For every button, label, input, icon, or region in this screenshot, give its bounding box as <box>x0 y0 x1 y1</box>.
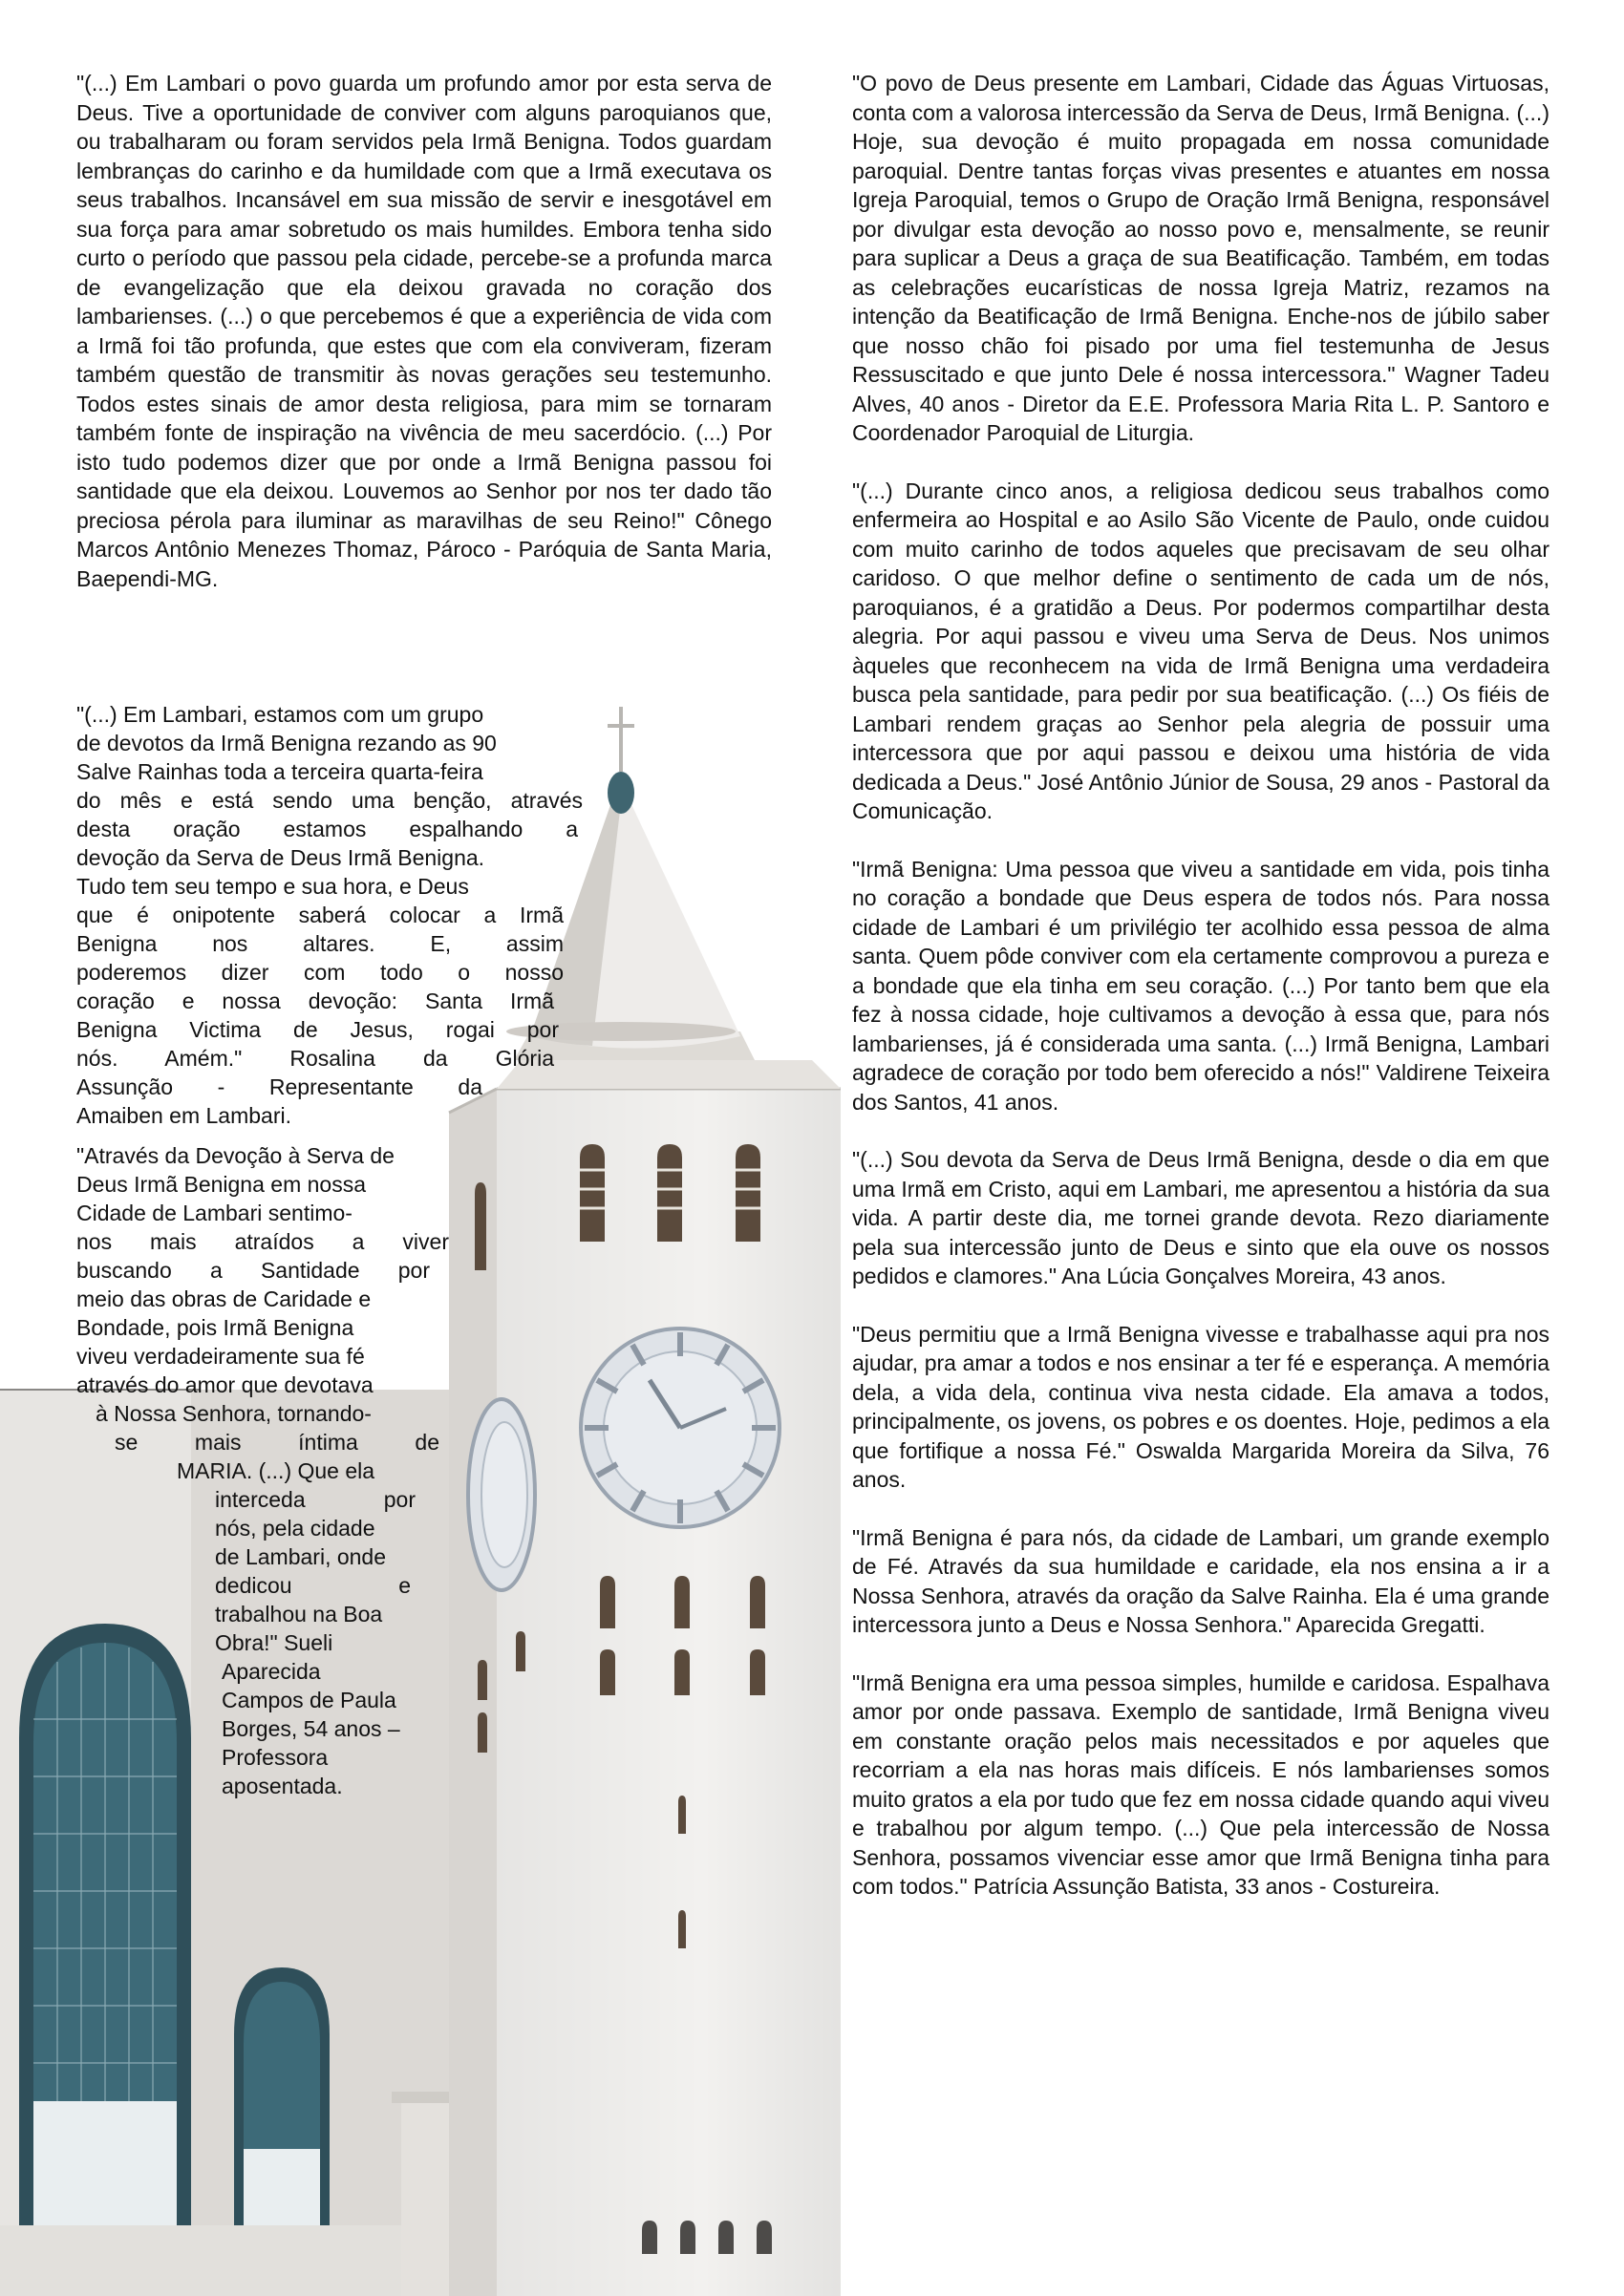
testimony-line: dedicou e <box>215 1573 411 1598</box>
testimony-line: "Através da Devoção à Serva de <box>76 1143 395 1168</box>
testimony-line: Bondade, pois Irmã Benigna <box>76 1315 354 1340</box>
testimony-line: buscando a Santidade por <box>76 1258 430 1283</box>
testimony-marcos <box>76 69 772 593</box>
testimony-line: meio das obras de Caridade e <box>76 1286 372 1311</box>
testimony-line: "(...) Em Lambari, estamos com um grupo <box>76 702 484 727</box>
testimony-line: trabalhou na Boa <box>215 1602 383 1626</box>
testimony-jose: "(...) Durante cinco anos, a religiosa dedicou seus trabalhos como enfermeira ao Hospital e ao Asilo São Vicente de Paulo, onde cuidou com muito carinho de todos aqueles que precisavam de seu olhar caridoso. O que melhor define o sentimento de cada um de nós, paroquianos, é a gratidão a Deus. Por podermos compartilhar desta alegria. Por aqui passou e viveu uma Serva de Deus. Nos unimos àqueles que reconhecem na vida de Irmã Benigna uma verdadeira busca pela santidade, para pedir por sua beatificação. (...) Os fiéis de Lambari rendem graças ao Senhor pela alegria de possuir uma intercessora que por aqui passou e deixou uma história de vida dedicada a Deus." José Antônio Júnior de Sousa, 29 anos - Pastoral da Comunicação. <box>852 478 1549 823</box>
testimony-line: Amaiben em Lambari. <box>76 1103 291 1128</box>
testimony-line: devoção da Serva de Deus Irmã Benigna. <box>76 845 485 870</box>
testimony-rosalina <box>76 700 621 1130</box>
testimony-line: MARIA. (...) Que ela <box>177 1458 375 1483</box>
testimony-line: através do amor que devotava <box>76 1372 374 1397</box>
testimony-line: Professora <box>222 1745 329 1770</box>
testimony-aparecida: "Irmã Benigna é para nós, da cidade de Lambari, um grande exemplo de Fé. Através da sua humildade e caridade, ela nos ensina a ir a Nossa Senhora, através da oração da Salve Rainha. Ela é uma grande intercessora junto a Deus e Nossa Senhora." Aparecida Gregatti. <box>852 1524 1549 1637</box>
testimony-ana: "(...) Sou devota da Serva de Deus Irmã Benigna, desde o dia em que uma Irmã em Cristo, aqui em Lambari, me apresentou a história da sua vida. A partir deste dia, me tornei grande devota. Rezo diariamente pela sua intercessão junto de Deus e sinto que ela ouve os nossos pedidos e clamores." Ana Lúcia Gonçalves Moreira, 43 anos. <box>852 1147 1549 1288</box>
testimony-line: Assunção - Representante da <box>76 1074 482 1099</box>
testimony-patricia: "Irmã Benigna era uma pessoa simples, humilde e caridosa. Espalhava amor por onde passava. Exemplo de santidade, Irmã Benigna viveu em constante oração pelos mais necessitados e por aqueles que recorriam a ela nas horas mais difíceis. E nós lambarienses somos muito gratos a ela por tudo que fez em nossa cidade quando aqui viveu e trabalhou por algum tempo. (...) Que pela intercessão de Nossa Senhora, possamos vivenciar esse amor que Irmã Benigna tinha para com todos." Patrícia Assunção Batista, 33 anos - Costureira. <box>852 1669 1549 1899</box>
testimony-line: Tudo tem seu tempo e sua hora, e Deus <box>76 874 469 899</box>
clock-face <box>581 1329 780 1527</box>
testimony-wagner: "O povo de Deus presente em Lambari, Cidade das Águas Virtuosas, conta com a valorosa intercessão da Serva de Deus, Irmã Benigna. (...) Hoje, sua devoção é muito propagada em nossa comunidade paroquial. Dentre tantas forças vivas presentes e atuantes em nossa Igreja Paroquial, temos o Grupo de Oração Irmã Benigna, responsável por divulgar esta devoção ao nosso povo e, mensalmente, se reunir para suplicar a Deus a graça de sua Beatificação. Também, em todas as celebrações eucarísticas de nossa Igreja Matriz, rezamos na intenção da Beatificação de Irmã Benigna. Enche-nos de júbilo saber que nosso chão foi pisado por uma fiel testemunha de Jesus Ressuscitado e que junto Dele é nossa intercessora." Wagner Tadeu Alves, 40 anos - Diretor da E.E. Professora Maria Rita L. P. Santoro e Coordenador Paroquial de Liturgia. <box>852 71 1549 445</box>
testimony-text: "(...) Em Lambari o povo guarda um profundo amor por esta serva de Deus. Tive a oportunidade de conviver com alguns paroquianos que, ou trabalharam ou foram servidos pela Irmã Benigna. Todos guardam lembranças do carinho e da humildade com que a Irmã executava os seus trabalhos. Incansável em sua missão de servir e inesgotável em sua força para amar sobretudo os mais humildes. Embora tenha sido curto o período que passou pela cidade, percebe-se a profunda marca de evangelização que ela deixou gravada no coração dos lambarienses. (...) o que percebemos é que a experiência de vida com a Irmã foi tão profunda, que estes que com ela conviveram, fizeram também questão de transmitir às novas gerações seu testemunho. Todos estes sinais de amor desta religiosa, para mim se tornaram também fonte de inspiração na vivência de meu sacerdócio. (...) Por isto tudo podemos dizer que por onde a Irmã Benigna passou foi santidade que ela deixou. Louvemos ao Senhor por nos ter dado tão preciosa pérola para iluminar as maravilhas de seu Reino!" Cônego Marcos Antônio Menezes Thomaz, Pároco - Paróquia de Santa Maria, Baependi-MG. <box>76 71 772 591</box>
testimony-line: Campos de Paula <box>222 1688 396 1712</box>
testimony-line: à Nossa Senhora, tornando- <box>96 1401 372 1426</box>
testimony-valdirene: "Irmã Benigna: Uma pessoa que viveu a santidade em vida, pois tinha no coração a bondade que Deus espera de todos nós. Para nossa cidade de Lambari é um privilégio ter acolhido essa pessoa de alma santa. Quem pôde conviver com ela certamente comprovou a pureza e a bondade que ela tinha em seu coração. (...) Por tanto bem que ela fez à nossa cidade, hoje cultivamos a devoção à essa que, para nós lambarienses, já é considerada uma santa. (...) Irmã Benigna, Lambari agradece de coração por todo bem oferecido a nós!" Valdirene Teixeira dos Santos, 41 anos. <box>852 856 1549 1115</box>
testimony-line: aposentada. <box>222 1774 343 1798</box>
testimony-line: Salve Rainhas toda a terceira quarta-feira <box>76 759 483 784</box>
testimony-line: de Lambari, onde <box>215 1544 387 1569</box>
testimony-sueli <box>76 1141 468 1800</box>
testimony-line: Benigna nos altares. E, assim <box>76 931 564 956</box>
testimony-line: Obra!" Sueli <box>215 1630 333 1655</box>
testimony-line: Benigna Victima de Jesus, rogai por <box>76 1017 559 1042</box>
testimony-line: de devotos da Irmã Benigna rezando as 90 <box>76 731 497 755</box>
right-column <box>852 69 1549 1930</box>
testimony-line: nós. Amém." Rosalina da Glória <box>76 1046 554 1071</box>
testimony-line: Cidade de Lambari sentimo- <box>76 1201 353 1225</box>
testimony-oswalda: "Deus permitiu que a Irmã Benigna vivesse e trabalhasse aqui pra nos ajudar, pra amar a todos e nos ensinar a ter fé e esperança. A memória dela, a vida dela, continua viva nesta cidade. Ela amava a todos, principalmente, os jovens, os pobres e os doentes. Hoje, pedimos a ela que fortifique a nossa Fé." Oswalda Margarida Moreira da Silva, 76 anos. <box>852 1321 1549 1492</box>
testimony-line: se mais íntima de <box>115 1430 439 1455</box>
testimony-line: nós, pela cidade <box>215 1516 375 1541</box>
testimony-line: viveu verdadeiramente sua fé <box>76 1344 365 1369</box>
testimony-line: desta oração estamos espalhando a <box>76 817 578 841</box>
testimony-line: que é onipotente saberá colocar a Irmã <box>76 903 564 927</box>
testimony-line: Borges, 54 anos – <box>222 1716 400 1741</box>
testimony-line: nos mais atraídos a viver <box>76 1229 449 1254</box>
testimony-line: interceda por <box>215 1487 416 1512</box>
testimony-line: coração e nossa devoção: Santa Irmã <box>76 989 554 1013</box>
testimony-line: do mês e está sendo uma benção, através <box>76 788 583 813</box>
testimony-line: poderemos dizer com todo o nosso <box>76 960 564 985</box>
testimony-line: Aparecida <box>222 1659 321 1684</box>
tower-body <box>449 1089 841 2296</box>
testimony-line: Deus Irmã Benigna em nossa <box>76 1172 366 1197</box>
